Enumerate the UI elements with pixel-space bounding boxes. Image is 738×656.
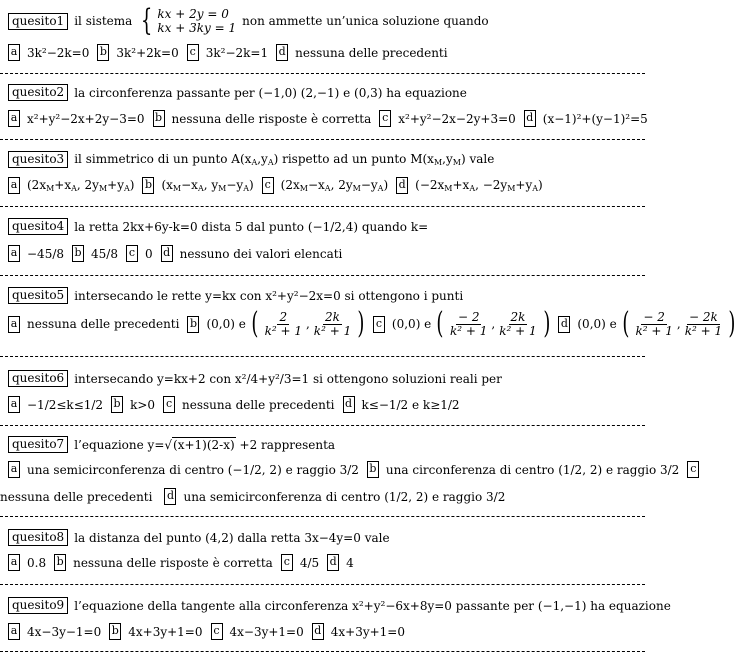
question-text: non ammette un’unica soluzione quando	[242, 14, 489, 28]
option-a-text: 0.8	[27, 555, 47, 570]
option-b-text: 4x+3y+1=0	[128, 624, 203, 639]
option-d-box[interactable]: d	[343, 396, 355, 413]
option-b-box[interactable]: b	[153, 110, 165, 127]
option-a-text: 3k²−2k=0	[27, 45, 90, 60]
question-text: intersecando y=kx+2 con x²/4+y²/3=1 si ottengono soluzioni reali per	[74, 371, 502, 386]
option-b-text: 3k²+2k=0	[116, 45, 179, 60]
fraction: $\frac{2}{\text{k² + 1}}$	[264, 309, 302, 338]
option-a-box[interactable]: a	[8, 110, 20, 127]
fraction: $\frac{- 2k}{\text{k² + 1}}$	[684, 309, 723, 338]
question-tag: quesito2	[8, 84, 68, 101]
option-a-text: 4x−3y−1=0	[27, 624, 102, 639]
option-b-box[interactable]: b	[111, 396, 123, 413]
option-c-text: 4x−3y+1=0	[229, 624, 304, 639]
option-d-box[interactable]: d	[276, 44, 288, 61]
option-d-box[interactable]: d	[327, 554, 339, 571]
option-d-text: nessuno dei valori elencati	[179, 246, 343, 261]
option-a-box[interactable]: a	[8, 316, 20, 333]
option-b-origin: (0,0) e	[206, 317, 246, 331]
option-b-box[interactable]: b	[72, 245, 84, 262]
system-equations: kx + 2y = 0 kx + 3ky = 1	[157, 7, 237, 35]
option-d-box[interactable]: d	[396, 177, 408, 194]
option-b-box[interactable]: b	[367, 461, 379, 478]
fraction: $\frac{- 2}{\text{k² + 1}}$	[635, 309, 673, 338]
option-c-box[interactable]: c	[379, 110, 391, 127]
question-tag: quesito9	[8, 597, 68, 614]
divider	[0, 584, 645, 585]
divider	[0, 139, 645, 140]
option-c-text: nessuna delle precedenti	[182, 397, 335, 412]
option-a-box[interactable]: a	[8, 396, 20, 413]
option-b-text: ($x_M-x_A$, $y_M-y_A$)	[161, 178, 254, 193]
option-c-text: 4/5	[299, 555, 320, 570]
question-text: la circonferenza passante per (−1,0) (2,−1) e (0,3) ha equazione	[74, 85, 467, 100]
question-tag: quesito5	[8, 287, 68, 304]
option-b-box[interactable]: b	[54, 554, 66, 571]
option-c-box[interactable]: c	[281, 554, 293, 571]
question-tag: quesito7	[8, 436, 68, 453]
question-text: l’equazione della tangente alla circonferenza x²+y²−6x+8y=0 passante per (−1,−1) ha equazione	[74, 598, 671, 613]
fraction: $\frac{2k}{\text{k² + 1}}$	[313, 309, 352, 338]
system-brace: {	[141, 3, 153, 38]
option-b-box[interactable]: b	[187, 316, 199, 333]
option-c-box[interactable]: c	[373, 316, 385, 333]
option-d-box[interactable]: d	[161, 245, 173, 262]
divider	[0, 516, 645, 517]
divider	[0, 73, 645, 74]
option-c-text: ($2x_M-x_A$, $2y_M-y_A$)	[280, 178, 389, 193]
option-d-text: ($-2x_M+x_A$, $-2y_M+y_A$)	[415, 178, 543, 193]
question-tag: quesito3	[8, 151, 68, 168]
option-c-box[interactable]: c	[262, 177, 274, 194]
option-a-text: −45/8	[27, 246, 65, 261]
quiz-page: quesito1 il sistema { kx + 2y = 0 kx + 3ky = 1 non ammette un’unica soluzione quando a 3k²−2k=0 b 3k²+2k=0 c 3k²−2k=1 d nessuna delle precedenti quesito2 la circonferenza passante per (−1,0) (2,−1) e (0,3) ha equazione a x²+y²−2x+2y−3=0 b nessuna delle risposte è corretta c x²+y²−2x−2y+3=0 d (x−1)²+(y−1)²=5 quesito3 il simmetrico di un punto $A(x_A,y_A)$ rispetto ad un punto $M(x_M,y_M)$ vale a ($2x_M+x_A$, $2y_M+y_A$) b ($x_M-x_A$, $y_M-y_A$) c ($2x_M-x_A$, $2y_M-y_A$) d ($-2x_M+x_A$, $-2y_M+y_A$) quesito4 la retta 2kx+6y-k=0 dista 5 dal punto (−1/2,4) quando k= a −45/8 b 45/8 c 0 d nessuno dei valori elencati quesito5 intersecando le rette y=kx con x²+y²−2x=0 si ottengono i punti a nessuna delle precedenti b (0,0) e ( $\frac{2}{\text{k² + 1}}$ , $\frac{2k}{\text{k² + 1}}$ ) c (0,0) e ( $\frac{- 2}{\text{k² + 1}}$ , $\frac{2k}{\text{k² + 1}}$ ) d (0,0) e ( $\frac{- 2}{\text{k² + 1}}$ , $\frac{- 2k}{\text{k² + 1}}$ ) quesito6 intersecando y=kx+2 con x²/4+y²/3=1 si ottengono soluzioni reali per a −1/2≤k≤1/2 b k>0 c nessuna delle precedenti d k≤−1/2 e k≥1/2 quesito7 l’equazione y=√(x+1)(2-x) +2 rappresenta a una semicirconferenza di centro (−1/2, 2) e raggio 3/2 b una circonferenza di centro (1/2, 2) e raggio 3/2 c nessuna delle precedenti d una semicirconferenza di centro (1/2, 2) e raggio 3/2 quesito8 la distanza del punto (4,2) dalla retta 3x−4y=0 vale a 0.8 b nessuna delle risposte è corretta c 4/5 d 4 quesito9 l’equazione della tangente alla circonferenza x²+y²−6x+8y=0 passante per (−1,−1) ha equazione a 4x−3y−1=0 b 4x+3y+1=0 c 4x−3y+1=0 d 4x+3y+1=0	[0, 0, 653, 656]
option-d-box[interactable]: d	[558, 316, 570, 333]
option-b-text: 45/8	[91, 246, 118, 261]
option-a-text: nessuna delle precedenti	[27, 317, 180, 331]
option-d-text: una semicirconferenza di centro (1/2, 2) e raggio 3/2	[183, 489, 506, 504]
option-a-text: ($2x_M+x_A$, $2y_M+y_A$)	[27, 178, 135, 193]
question-text: il simmetrico di un punto $A(x_A,y_A)$ rispetto ad un punto $M(x_M,y_M)$ vale	[74, 152, 495, 167]
option-a-box[interactable]: a	[8, 245, 20, 262]
option-d-text: nessuna delle precedenti	[295, 45, 448, 60]
fraction: $\frac{2k}{\text{k² + 1}}$	[499, 309, 537, 338]
question-text: la retta 2kx+6y-k=0 dista 5 dal punto (−1/2,4) quando k=	[74, 219, 429, 234]
option-c-text: 0	[144, 246, 153, 261]
option-b-text: nessuna delle risposte è corretta	[171, 111, 372, 126]
option-b-box[interactable]: b	[109, 623, 121, 640]
question-tag: quesito1	[8, 13, 68, 30]
question-text: intersecando le rette y=kx con x²+y²−2x=0 si ottengono i punti	[74, 288, 464, 303]
question-tag: quesito6	[8, 370, 68, 387]
option-d-text: (x−1)²+(y−1)²=5	[542, 111, 648, 126]
option-d-text: 4x+3y+1=0	[330, 624, 405, 639]
option-a-text: −1/2≤k≤1/2	[27, 397, 104, 412]
option-c-box[interactable]: c	[211, 623, 223, 640]
divider	[0, 651, 645, 652]
option-a-box[interactable]: a	[8, 461, 20, 478]
divider	[0, 356, 645, 357]
option-b-text: nessuna delle risposte è corretta	[73, 555, 273, 570]
option-c-box[interactable]: c	[163, 396, 175, 413]
divider	[0, 425, 645, 426]
option-c-text: 3k²−2k=1	[205, 45, 269, 60]
option-a-box[interactable]: a	[8, 623, 20, 640]
option-d-box[interactable]: d	[164, 488, 176, 505]
option-d-text: 4	[346, 555, 354, 570]
question-text: la distanza del punto (4,2) dalla retta 3x−4y=0 vale	[74, 530, 390, 545]
option-d-origin: (0,0) e	[577, 317, 617, 331]
option-c-box[interactable]: c	[126, 245, 138, 262]
option-a-text: una semicirconferenza di centro (−1/2, 2) e raggio 3/2	[27, 462, 359, 477]
option-c-origin: (0,0) e	[391, 317, 432, 331]
option-d-text: k≤−1/2 e k≥1/2	[361, 397, 460, 412]
option-c-text: nessuna delle precedenti	[0, 489, 153, 504]
option-b-text: una circonferenza di centro (1/2, 2) e raggio 3/2	[385, 462, 680, 477]
divider	[0, 206, 645, 207]
fraction: $\frac{- 2}{\text{k² + 1}}$	[450, 309, 488, 338]
option-c-box[interactable]: c	[687, 461, 699, 478]
option-d-box[interactable]: d	[312, 623, 324, 640]
option-a-box[interactable]: a	[8, 554, 20, 571]
question-text: il sistema	[74, 14, 133, 28]
question-text: l’equazione y=√(x+1)(2-x) +2 rappresenta	[74, 437, 336, 452]
option-a-text: x²+y²−2x+2y−3=0	[27, 111, 145, 126]
question-tag: quesito8	[8, 529, 68, 546]
option-a-box[interactable]: a	[8, 44, 20, 61]
option-c-box[interactable]: c	[187, 44, 199, 61]
option-b-box[interactable]: b	[142, 177, 154, 194]
option-b-box[interactable]: b	[97, 44, 109, 61]
option-b-text: k>0	[130, 397, 156, 412]
option-a-box[interactable]: a	[8, 177, 20, 194]
divider	[0, 275, 645, 276]
question-tag: quesito4	[8, 218, 68, 235]
option-c-text: x²+y²−2x−2y+3=0	[398, 111, 516, 126]
option-d-box[interactable]: d	[524, 110, 536, 127]
